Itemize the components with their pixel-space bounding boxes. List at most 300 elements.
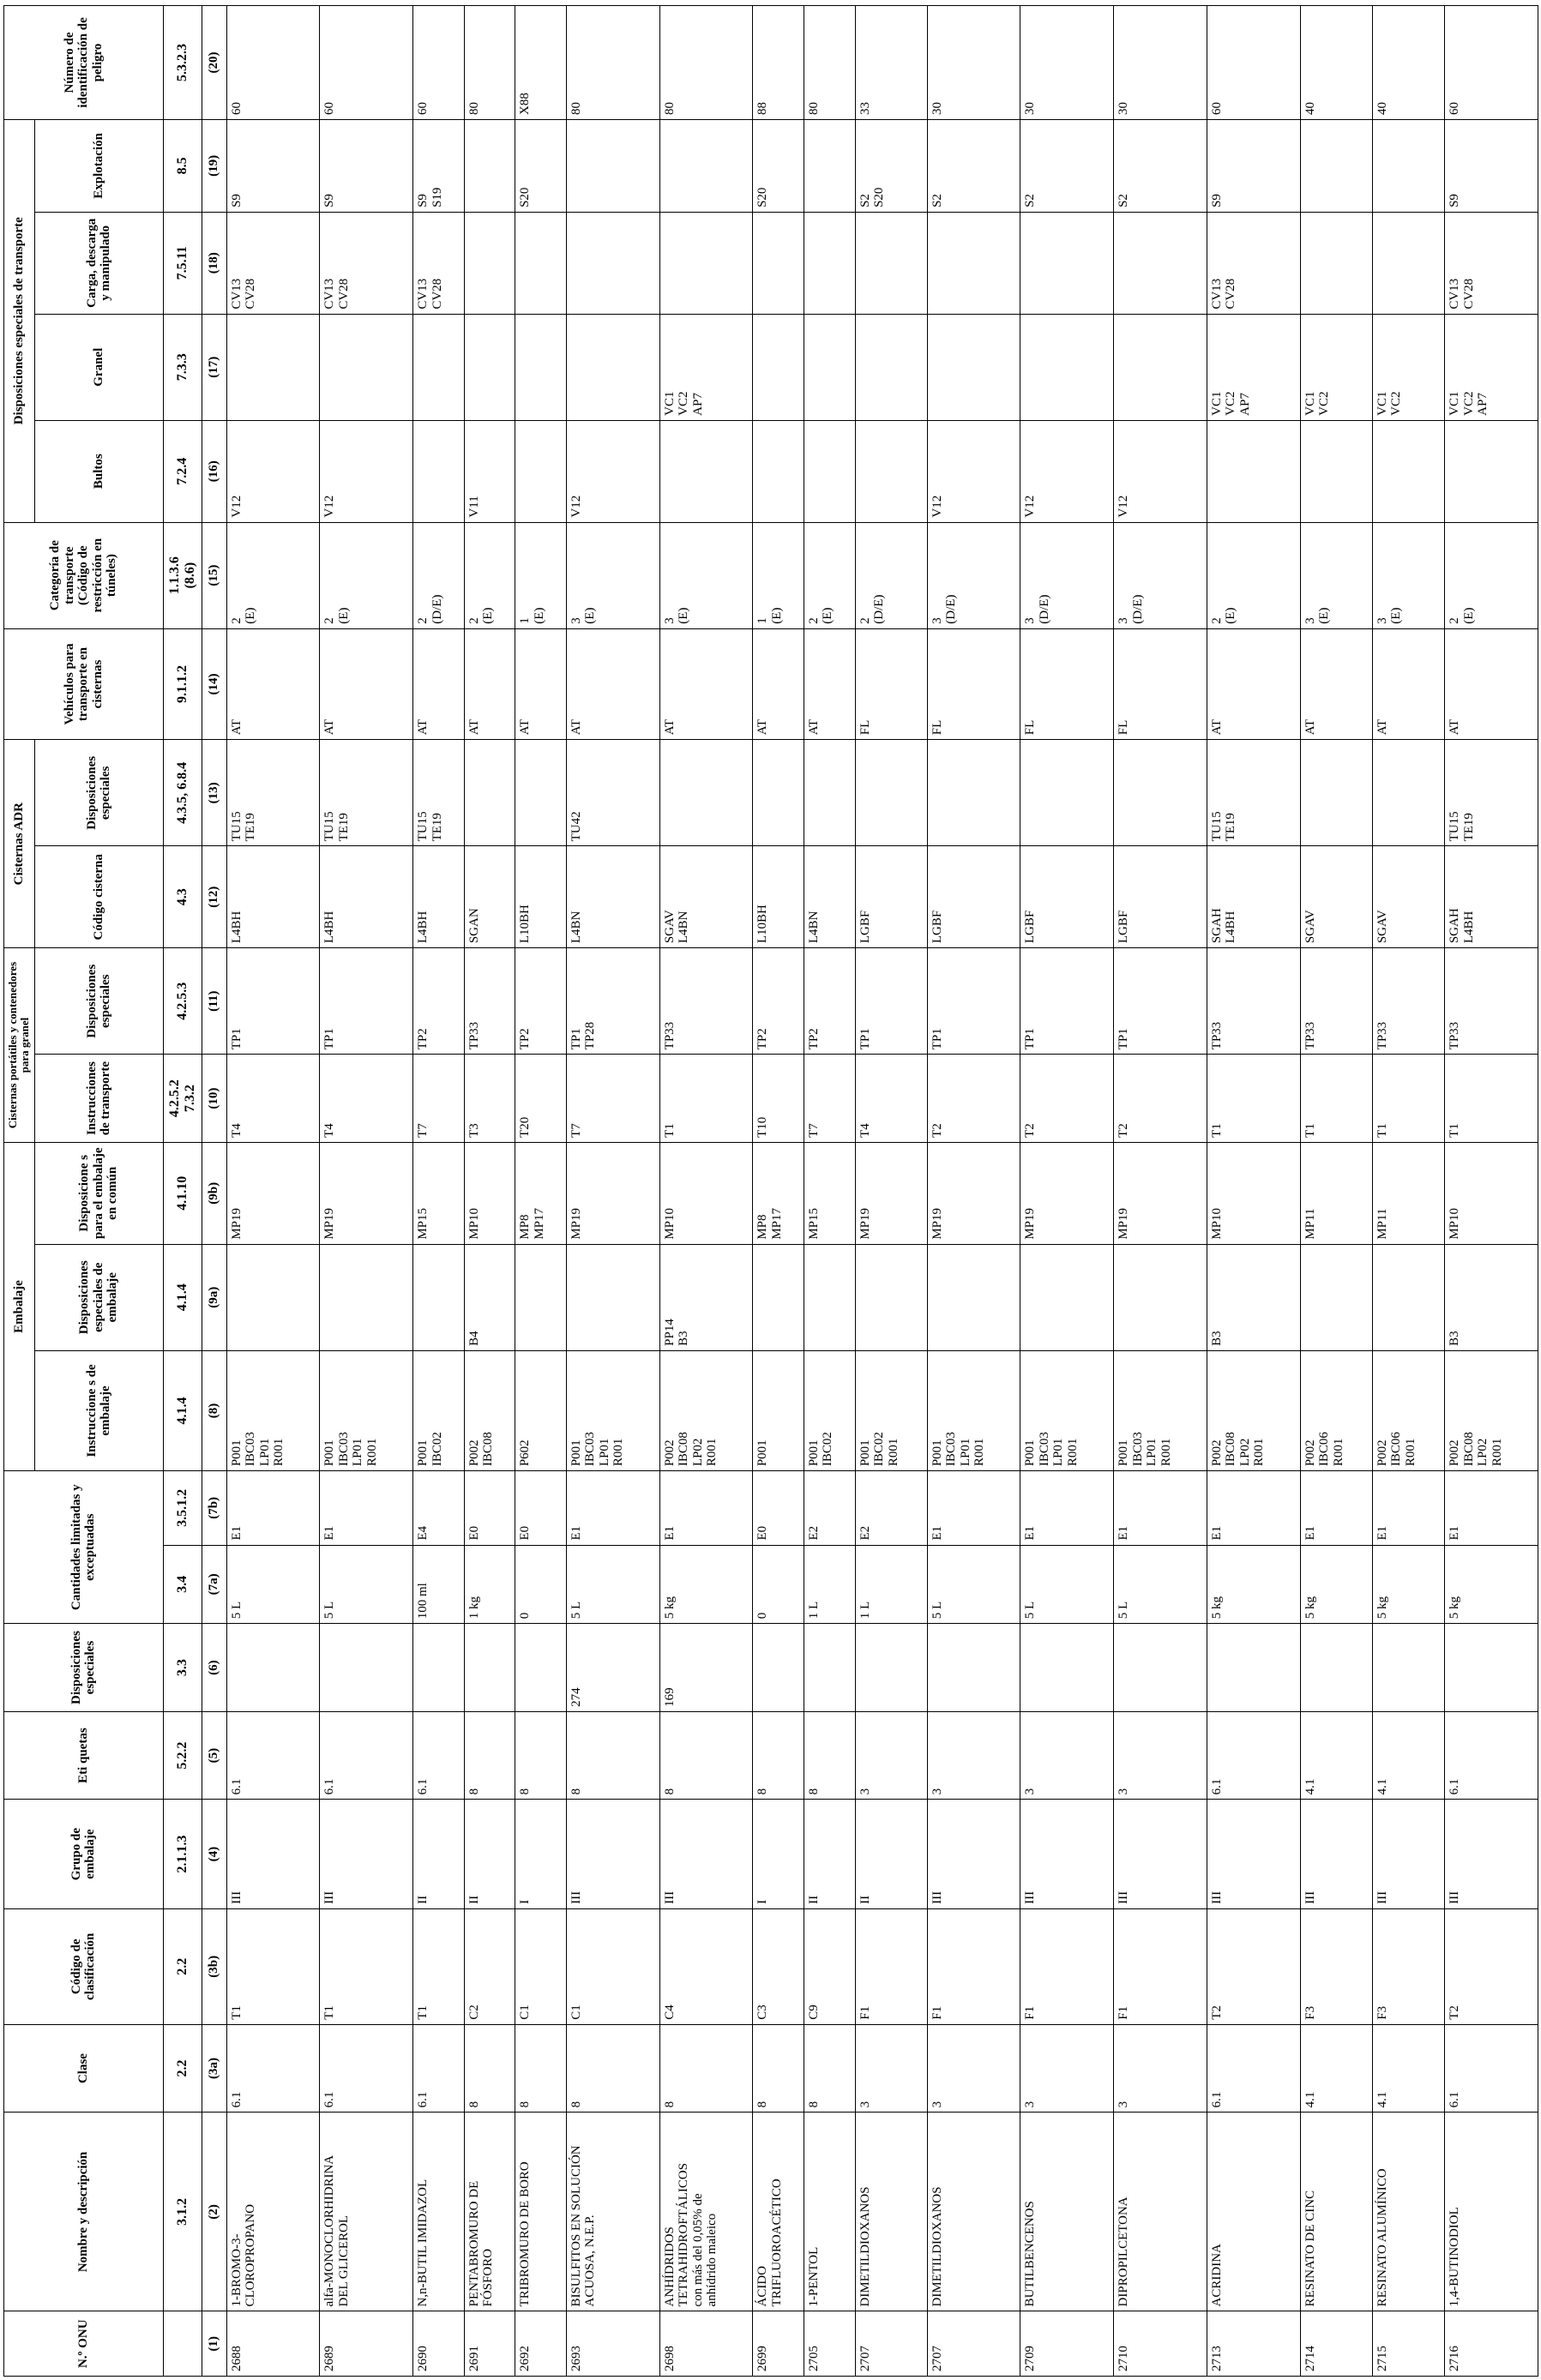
table-cell: T1 [1300,1055,1372,1143]
table-cell: 5 kg [659,1545,753,1624]
table-cell: 6.1 [413,2024,465,2113]
table-cell: MP8 MP17 [753,1142,804,1244]
ref-cell: 5.2.2 [163,1711,202,1800]
table-cell: LGBF [1114,846,1207,948]
table-cell: T1 [1207,1055,1300,1143]
table-cell: FL [927,628,1020,740]
table-cell: 1 kg [464,1545,515,1624]
table-cell: ÁCIDO TRIFLUOROACÉTICO [753,2113,804,2311]
table-cell: SGAH L4BH [1207,846,1300,948]
col-header-3a: Clase [4,2024,164,2113]
ref-cell: 5.3.2.3 [163,6,202,120]
table-cell: 8 [566,1711,659,1800]
column-number-cell: (7b) [202,1471,226,1545]
table-cell: S9 [320,119,413,212]
table-cell: V11 [464,420,515,522]
table-cell [1114,314,1207,420]
table-cell: 3 (E) [1372,522,1444,628]
table-cell [855,212,927,314]
table-cell [804,1624,855,1712]
table-cell: F1 [855,1908,927,2024]
table-cell [1372,420,1444,522]
table-cell: P001 [753,1350,804,1470]
table-cell: P001 IBC02 [413,1350,465,1470]
table-cell: III [659,1800,753,1908]
table-cell: 8 [566,2024,659,2113]
column-number-cell: (9b) [202,1142,226,1244]
table-cell: TP33 [1300,948,1372,1055]
table-cell: MP15 [804,1142,855,1244]
column-number-cell: (19) [202,119,226,212]
table-cell [753,1244,804,1350]
column-number-cell: (1) [202,2311,226,2377]
col-header-4: Grupo de embalaje [4,1800,164,1908]
table-cell: S20 [753,119,804,212]
column-number-cell: (5) [202,1711,226,1800]
table-cell: 30 [1020,6,1114,120]
table-cell: 40 [1300,6,1372,120]
table-cell: V12 [1114,420,1207,522]
table-cell: 3 [1114,1711,1207,1800]
col-header-11: Disposiciones especiales [34,948,163,1055]
table-cell: TP1 [226,948,320,1055]
table-cell [413,314,465,420]
table-cell: 2715 [1372,2311,1444,2377]
column-number-cell: (12) [202,846,226,948]
table-cell: AT [659,628,753,740]
table-cell: S9 [1207,119,1300,212]
table-cell: II [855,1800,927,1908]
table-cell [1114,1244,1207,1350]
table-row [927,6,1020,2377]
table-cell: 3 [855,2024,927,2113]
table-cell: S2 [1020,119,1114,212]
ref-cell: 2.2 [163,2024,202,2113]
table-cell: TP2 [413,948,465,1055]
table-cell: TP33 [659,948,753,1055]
table-cell: T1 [1372,1055,1444,1143]
table-cell: CV13 CV28 [413,212,465,314]
col-header-5: Eti quetas [4,1711,164,1800]
col-header-9b: Disposicione s para el embalaje en común [34,1142,163,1244]
table-cell: T7 [566,1055,659,1143]
table-cell: E1 [1114,1471,1207,1545]
table-cell: VC1 VC2 [1372,314,1444,420]
table-cell: 2698 [659,2311,753,2377]
table-cell: III [1372,1800,1444,1908]
table-cell: II [464,1800,515,1908]
table-cell: L4BN [804,846,855,948]
table-cell [320,1244,413,1350]
table-cell: FL [855,628,927,740]
table-row [1114,6,1207,2377]
table-cell: P001 IBC02 [804,1350,855,1470]
table-cell [413,420,465,522]
table-cell [855,1244,927,1350]
table-cell: 8 [753,2024,804,2113]
table-cell: E1 [320,1471,413,1545]
table-cell: SGAV [1300,846,1372,948]
table-cell: T4 [855,1055,927,1143]
table-cell: 4.1 [1300,2024,1372,2113]
table-cell: CV13 CV28 [1445,212,1538,314]
table-cell: AT [1300,628,1372,740]
col-header-17: Granel [34,314,163,420]
table-cell: AT [464,628,515,740]
table-cell: 5 L [320,1545,413,1624]
ref-cell: 2.2 [163,1908,202,2024]
table-cell: III [927,1800,1020,1908]
table-cell [515,314,567,420]
table-cell: 3 [927,1711,1020,1800]
table-cell: 8 [804,2024,855,2113]
table-cell: P002 IBC08 [464,1350,515,1470]
table-cell: MP19 [855,1142,927,1244]
table-cell: TP33 [1207,948,1300,1055]
table-cell: T4 [226,1055,320,1143]
table-cell [413,1244,465,1350]
table-cell: AT [1207,628,1300,740]
table-cell: L4BH [413,846,465,948]
table-row [659,6,753,2377]
dangerous-goods-table [3,5,1538,2377]
table-cell: TU15 TE19 [226,740,320,846]
table-cell: L4BH [226,846,320,948]
table-cell: 3 (D/E) [1020,522,1114,628]
table-cell: 1-PENTOL [804,2113,855,2311]
table-cell: P602 [515,1350,567,1470]
table-cell: TU15 TE19 [320,740,413,846]
table-cell: BUTILBENCENOS [1020,2113,1114,2311]
table-cell [804,119,855,212]
table-cell: 2709 [1020,2311,1114,2377]
group-header-cisternas-portatiles: Cisternas portátiles y contenedores para granel [4,948,35,1143]
table-cell: 88 [753,6,804,120]
table-cell: 80 [464,6,515,120]
table-cell: 2714 [1300,2311,1372,2377]
col-header-1: N.º ONU [4,2311,164,2377]
table-cell [1445,1624,1538,1712]
table-cell: 6.1 [1445,2024,1538,2113]
col-header-13: Disposiciones especiales [34,740,163,846]
table-cell: 5 L [1020,1545,1114,1624]
table-cell: LGBF [855,846,927,948]
table-cell: T7 [804,1055,855,1143]
table-cell: E2 [804,1471,855,1545]
table-cell: 1-BROMO-3- CLOROPROPANO [226,2113,320,2311]
col-header-6: Disposiciones especiales [4,1624,164,1712]
table-cell: TP1 [1020,948,1114,1055]
table-cell: ANHÍDRIDOS TETRAHIDROFTÁLICOS con más del 0,05% de anhídrido maleico [659,2113,753,2311]
table-cell: E1 [659,1471,753,1545]
table-cell [753,740,804,846]
table-cell: MP19 [927,1142,1020,1244]
table-cell: 2690 [413,2311,465,2377]
table-cell: AT [515,628,567,740]
table-cell [804,740,855,846]
table-cell: S9 S19 [413,119,465,212]
table-cell: T2 [1114,1055,1207,1143]
table-cell [566,1244,659,1350]
table-cell: MP8 MP17 [515,1142,567,1244]
table-cell: MP19 [320,1142,413,1244]
ref-cell: 7.3.3 [163,314,202,420]
table-cell: 8 [464,2024,515,2113]
ref-cell: 3.5.1.2 [163,1471,202,1545]
table-cell: L10BH [753,846,804,948]
table-cell: AT [1445,628,1538,740]
table-cell: VC1 VC2 AP7 [659,314,753,420]
table-cell: 30 [1114,6,1207,120]
table-cell: S2 S20 [855,119,927,212]
table-cell: 8 [659,1711,753,1800]
table-cell: alfa-MONOCLORHIDRINA DEL GLICEROL [320,2113,413,2311]
table-cell: F3 [1300,1908,1372,2024]
table-cell: 2693 [566,2311,659,2377]
table-cell [226,1244,320,1350]
table-cell: RESINATO ALUMÍNICO [1372,2113,1444,2311]
table-cell: T1 [659,1055,753,1143]
table-cell [1300,1244,1372,1350]
table-row [566,6,659,2377]
table-cell: 5 L [566,1545,659,1624]
table-cell: B3 [1445,1244,1538,1350]
header-group-row [4,6,35,2377]
table-cell: 1 L [804,1545,855,1624]
table-cell: 2691 [464,2311,515,2377]
table-cell: E1 [1372,1471,1444,1545]
table-cell: SGAN [464,846,515,948]
ref-cell: 4.2.5.2 7.3.2 [163,1055,202,1143]
table-row [1020,6,1114,2377]
col-header-3b: Código de clasificación [4,1908,164,2024]
table-cell: SGAV L4BN [659,846,753,948]
table-cell [464,119,515,212]
table-cell: 5 kg [1300,1545,1372,1624]
table-cell: P002 IBC08 LP02 R001 [659,1350,753,1470]
table-cell [1020,212,1114,314]
col-header-19: Explotación [34,119,163,212]
table-cell: TU15 TE19 [1445,740,1538,846]
table-cell: 3 [1114,2024,1207,2113]
table-cell: 33 [855,6,927,120]
header-reference-row [163,6,202,2377]
table-cell: C1 [515,1908,567,2024]
column-number-cell: (4) [202,1800,226,1908]
table-cell: P001 IBC03 LP01 R001 [927,1350,1020,1470]
table-cell: 60 [1207,6,1300,120]
table-cell: E1 [226,1471,320,1545]
table-cell: E1 [1020,1471,1114,1545]
table-cell: DIMETILDIOXANOS [855,2113,927,2311]
table-cell: S2 [1114,119,1207,212]
table-cell: I [753,1800,804,1908]
table-cell: B3 [1207,1244,1300,1350]
table-cell [927,740,1020,846]
table-cell [1300,1624,1372,1712]
column-number-cell: (2) [202,2113,226,2311]
column-number-cell: (6) [202,1624,226,1712]
column-number-cell: (20) [202,6,226,120]
table-cell: MP10 [659,1142,753,1244]
column-number-cell: (13) [202,740,226,846]
table-cell: 8 [804,1711,855,1800]
table-cell: 100 ml [413,1545,465,1624]
column-number-cell: (8) [202,1350,226,1470]
table-cell: III [226,1800,320,1908]
table-cell: V12 [1020,420,1114,522]
table-cell: 1,4-BUTINODIOL [1445,2113,1538,2311]
table-cell [753,420,804,522]
table-cell: 2699 [753,2311,804,2377]
table-cell [1300,420,1372,522]
table-cell: E1 [1445,1471,1538,1545]
table-cell: 3 (E) [566,522,659,628]
table-cell: TU42 [566,740,659,846]
table-cell [927,1244,1020,1350]
table-cell: E0 [464,1471,515,1545]
table-row [320,6,413,2377]
table-cell: T1 [320,1908,413,2024]
table-row [515,6,567,2377]
table-cell: V12 [566,420,659,522]
table-cell [927,1624,1020,1712]
column-number-cell: (14) [202,628,226,740]
table-cell: AT [753,628,804,740]
table-cell: 2716 [1445,2311,1538,2377]
table-cell: 6.1 [1207,1711,1300,1800]
table-cell [1020,1244,1114,1350]
table-cell: SGAV [1372,846,1444,948]
table-cell [1207,1624,1300,1712]
table-cell: 4.1 [1300,1711,1372,1800]
table-cell [1300,212,1372,314]
table-cell: VC1 VC2 AP7 [1445,314,1538,420]
table-cell: F3 [1372,1908,1444,2024]
table-cell: T1 [413,1908,465,2024]
table-cell: L4BN [566,846,659,948]
ref-cell: 9.1.1.2 [163,628,202,740]
table-cell: MP19 [1114,1142,1207,1244]
ref-cell: 3.1.2 [163,2113,202,2311]
table-cell [1020,740,1114,846]
table-cell: PP14 B3 [659,1244,753,1350]
table-cell: 3 (D/E) [927,522,1020,628]
table-cell: 5 kg [1207,1545,1300,1624]
table-cell: III [1300,1800,1372,1908]
table-cell: B4 [464,1244,515,1350]
ref-cell: 4.2.5.3 [163,948,202,1055]
table-cell [1372,740,1444,846]
column-number-cell: (11) [202,948,226,1055]
table-cell: 0 [753,1545,804,1624]
table-cell: TP2 [804,948,855,1055]
table-row [464,6,515,2377]
table-cell: TP2 [753,948,804,1055]
table-cell [1020,1624,1114,1712]
table-cell [855,1624,927,1712]
table-cell: T2 [1207,1908,1300,2024]
table-cell: III [1020,1800,1114,1908]
ref-cell: 4.1.4 [163,1244,202,1350]
table-cell: MP10 [1445,1142,1538,1244]
table-cell: MP10 [464,1142,515,1244]
table-cell: P001 IBC03 LP01 R001 [320,1350,413,1470]
table-cell: CV13 CV28 [1207,212,1300,314]
table-cell: T4 [320,1055,413,1143]
table-cell [515,420,567,522]
table-cell: 2 (E) [464,522,515,628]
table-cell: E1 [1300,1471,1372,1545]
table-cell: V12 [320,420,413,522]
table-cell [566,314,659,420]
table-cell: E2 [855,1471,927,1545]
table-cell [464,212,515,314]
table-cell: T3 [464,1055,515,1143]
table-cell: E1 [1207,1471,1300,1545]
table-cell: 0 [515,1545,567,1624]
table-cell: L4BH [320,846,413,948]
column-number-cell: (16) [202,420,226,522]
table-cell: 80 [659,6,753,120]
column-number-cell: (10) [202,1055,226,1143]
table-row [1372,6,1444,2377]
table-cell [1372,212,1444,314]
table-cell: TP2 [515,948,567,1055]
table-cell: N,n-BUTIL IMIDAZOL [413,2113,465,2311]
table-cell: 5 L [1114,1545,1207,1624]
table-cell: 2 (E) [1445,522,1538,628]
table-cell [566,212,659,314]
table-cell: III [1207,1800,1300,1908]
table-cell: DIPROPILCETONA [1114,2113,1207,2311]
table-cell: TP33 [1372,948,1444,1055]
column-number-cell: (7a) [202,1545,226,1624]
table-cell: E0 [753,1471,804,1545]
col-header-16: Bultos [34,420,163,522]
table-cell: TP1 [927,948,1020,1055]
col-header-8: Instruccione s de embalaje [34,1350,163,1470]
table-row [226,6,320,2377]
ref-cell: 3.3 [163,1624,202,1712]
table-cell [1372,1244,1444,1350]
table-cell: LGBF [1020,846,1114,948]
table-cell: P002 IBC08 LP02 R001 [1445,1350,1538,1470]
table-cell: 80 [566,6,659,120]
table-cell [515,212,567,314]
ref-cell: 7.2.4 [163,420,202,522]
col-header-9a: Disposiciones especiales de embalaje [34,1244,163,1350]
table-cell [753,1624,804,1712]
table-cell: TP1 [320,948,413,1055]
table-cell: C2 [464,1908,515,2024]
table-cell: DIMETILDIOXANOS [927,2113,1020,2311]
col-header-20: Número de identificación de peligro [4,6,164,120]
table-cell [226,314,320,420]
table-cell: 3 [927,2024,1020,2113]
table-cell: 8 [515,1711,567,1800]
table-cell: 5 kg [1372,1545,1444,1624]
table-cell [855,740,927,846]
table-cell: E1 [566,1471,659,1545]
ref-cell: 4.3.5, 6.8.4 [163,740,202,846]
table-cell: S20 [515,119,567,212]
table-cell: 3 [1020,1711,1114,1800]
table-cell: 6.1 [413,1711,465,1800]
table-cell: TP33 [464,948,515,1055]
table-cell [1372,119,1444,212]
table-row [1445,6,1538,2377]
